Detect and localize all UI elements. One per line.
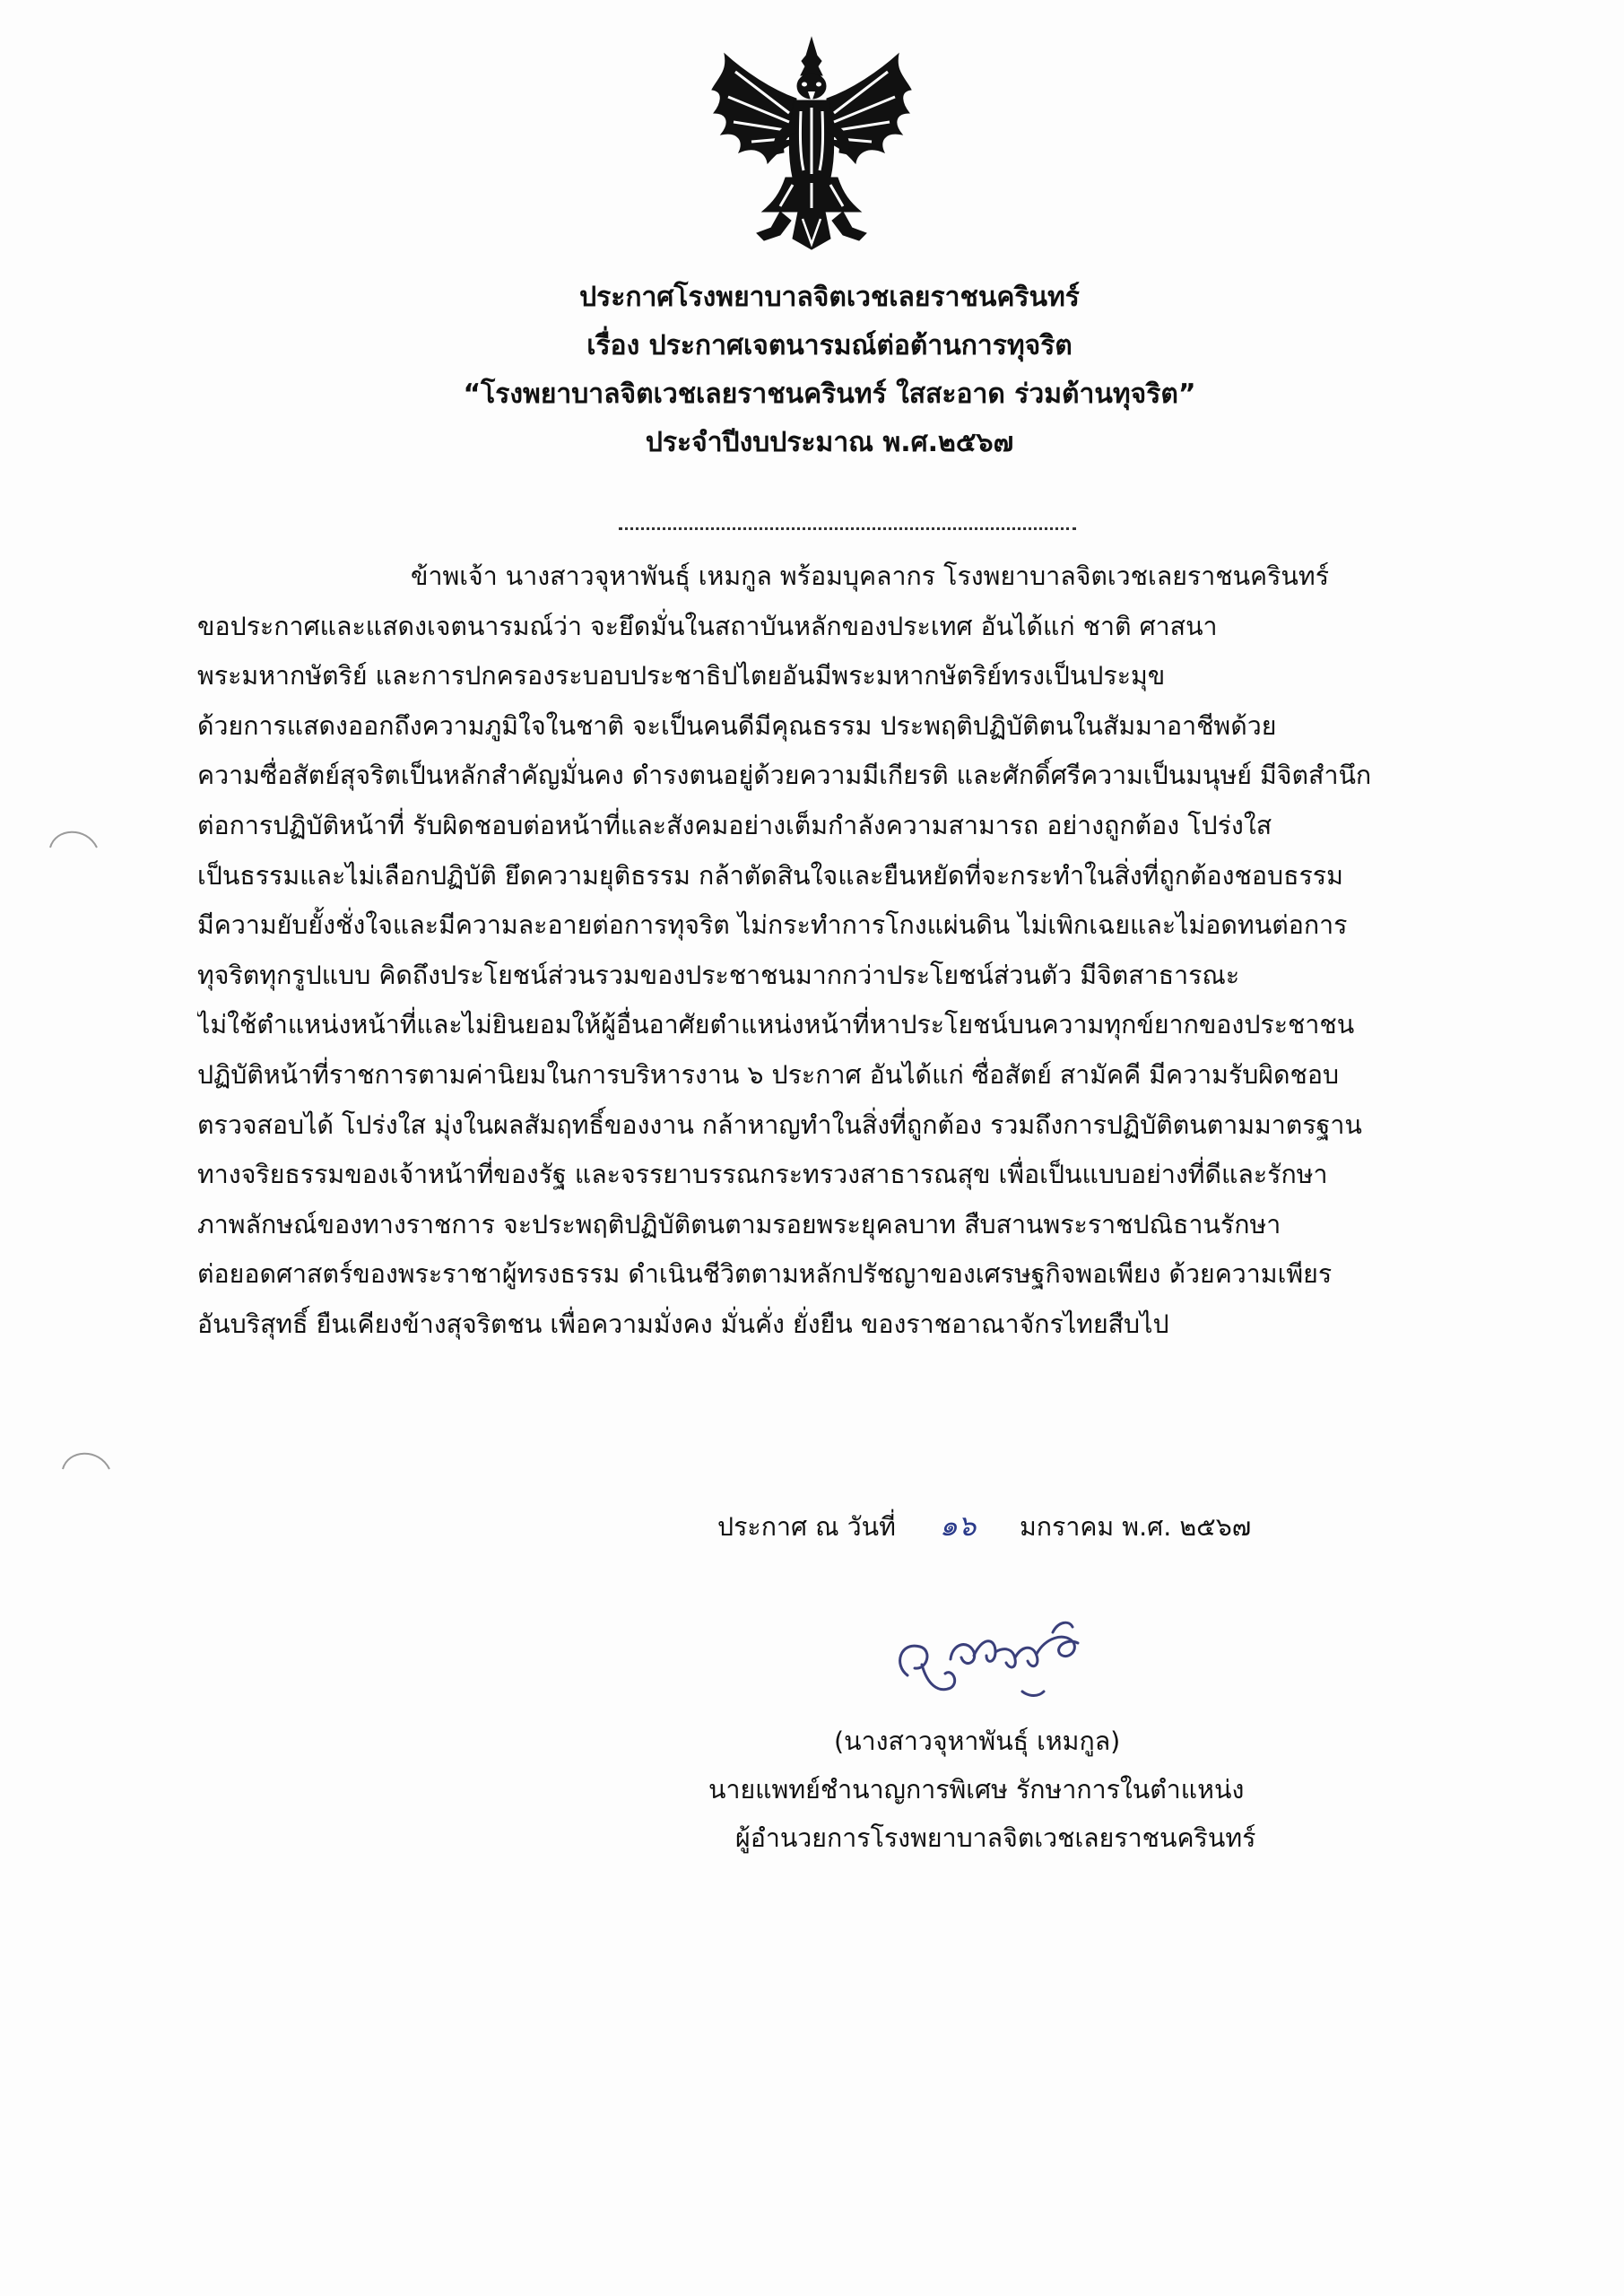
body-line: ขอประกาศและแสดงเจตนารมณ์ว่า จะยึดมั่นในสถาบันหลักของประเทศ อันได้แก่ ชาติ ศาสนา — [197, 611, 1218, 641]
body-line: ทุจริตทุกรูปแบบ คิดถึงประโยชน์ส่วนรวมของประชาชนมากกว่าประโยชน์ส่วนตัว มีจิตสาธารณะ — [197, 960, 1240, 990]
announcement-title — [269, 274, 1390, 467]
body-line: ทางจริยธรรมของเจ้าหน้าที่ของรัฐ และจรรยาบรรณกระทรวงสาธารณสุข เพื่อเป็นแบบอย่างที่ดีและรักษา — [197, 1160, 1328, 1190]
body-line: พระมหากษัตริย์ และการปกครองระบอบประชาธิปไตยอันมีพระมหากษัตริย์ทรงเป็นประมุข — [197, 661, 1166, 691]
body-line: ต่อยอดศาสตร์ของพระราชาผู้ทรงธรรม ดำเนินชีวิตตามหลักปรัชญาของเศรษฐกิจพอเพียง ด้วยความเพียร — [197, 1259, 1333, 1290]
body-line: ความซื่อสัตย์สุจริตเป็นหลักสำคัญมั่นคง ดำรงตนอยู่ด้วยความมีเกียรติ และศักดิ์ศรีความเป็นมนุษย์ มีจิตสำนึก — [197, 761, 1372, 791]
body-line: ปฏิบัติหน้าที่ราชการตามค่านิยมในการบริหารงาน ๖ ประกาศ อันได้แก่ ซื่อสัตย์ สามัคคี มีความรับผิดชอบ — [197, 1059, 1340, 1090]
title-line-3: “โรงพยาบาลจิตเวชเลยราชนครินทร์ ใสสะอาด ร่วมต้านทุจริต” — [463, 378, 1196, 410]
body-line: มีความยับยั้งชั่งใจและมีความละอายต่อการทุจริต ไม่กระทำการโกงแผ่นดิน ไม่เพิกเฉยและไม่อดทนต่อการ — [197, 910, 1348, 941]
title-line-2: เรื่อง ประกาศเจตนารมณ์ต่อต้านการทุจริต — [586, 330, 1073, 361]
signer-position: นายแพทย์ชำนาญการพิเศษ รักษาการในตำแหน่ง — [708, 1775, 1245, 1805]
date-day-handwritten: ๑๖ — [939, 1509, 977, 1543]
punch-hole-mark — [59, 1442, 113, 1478]
body-line: ไม่ใช้ตำแหน่งหน้าที่และไม่ยินยอมให้ผู้อื่นอาศัยตำแหน่งหน้าที่หาประโยชน์บนความทุกข์ยากของประชาชน — [197, 1010, 1355, 1040]
body-line: เป็นธรรมและไม่เลือกปฏิบัติ ยึดความยุติธรรม กล้าตัดสินใจและยืนหยัดที่จะกระทำในสิ่งที่ถูกต้องชอบธรรม — [197, 860, 1343, 891]
punch-hole-mark — [47, 821, 100, 857]
handwritten-signature — [888, 1605, 1094, 1713]
body-line: ตรวจสอบได้ โปร่งใส มุ่งในผลสัมฤทธิ์ของงาน กล้าหาญทำในสิ่งที่ถูกต้อง รวมถึงการปฏิบัติตนตามมาตรฐาน — [197, 1109, 1362, 1140]
body-line: ภาพลักษณ์ของทางราชการ จะประพฤติปฏิบัติตนตามรอยพระยุคลบาท สืบสานพระราชปณิธานรักษา — [197, 1209, 1281, 1239]
announcement-date — [717, 1503, 1251, 1549]
signer-block — [682, 1718, 1327, 1863]
body-line: ข้าพเจ้า นางสาวจุหาพันธุ์ เหมกูล พร้อมบุคลากร โรงพยาบาลจิตเวชเลยราชนครินทร์ — [411, 561, 1329, 591]
date-prefix: ประกาศ ณ วันที่ — [717, 1512, 896, 1542]
dotted-divider — [619, 527, 1076, 530]
title-line-1: ประกาศโรงพยาบาลจิตเวชเลยราชนครินทร์ — [579, 282, 1080, 313]
body-line: ต่อการปฏิบัติหน้าที่ รับผิดชอบต่อหน้าที่และสังคมอย่างเต็มกำลังความสามารถ อย่างถูกต้อง โปร่งใส — [197, 810, 1272, 840]
title-line-4: ประจำปีงบประมาณ พ.ศ.๒๕๖๗ — [645, 427, 1014, 458]
garuda-emblem — [708, 36, 915, 251]
signer-organization: ผู้อำนวยการโรงพยาบาลจิตเวชเลยราชนครินทร์ — [735, 1823, 1256, 1853]
date-month-year: มกราคม พ.ศ. ๒๕๖๗ — [1020, 1512, 1252, 1542]
body-line: อันบริสุทธิ์ ยืนเคียงข้างสุจริตชน เพื่อความมั่งคง มั่นคั่ง ยั่งยืน ของราชอาณาจักรไทยสืบไป — [197, 1309, 1169, 1339]
body-line: ด้วยการแสดงออกถึงความภูมิใจในชาติ จะเป็นคนดีมีคุณธรรม ประพฤติปฏิบัติตนในสัมมาอาชีพด้วย — [197, 710, 1277, 741]
announcement-body — [197, 552, 1462, 1350]
signer-name: (นางสาวจุหาพันธุ์ เหมกูล) — [834, 1726, 1121, 1756]
